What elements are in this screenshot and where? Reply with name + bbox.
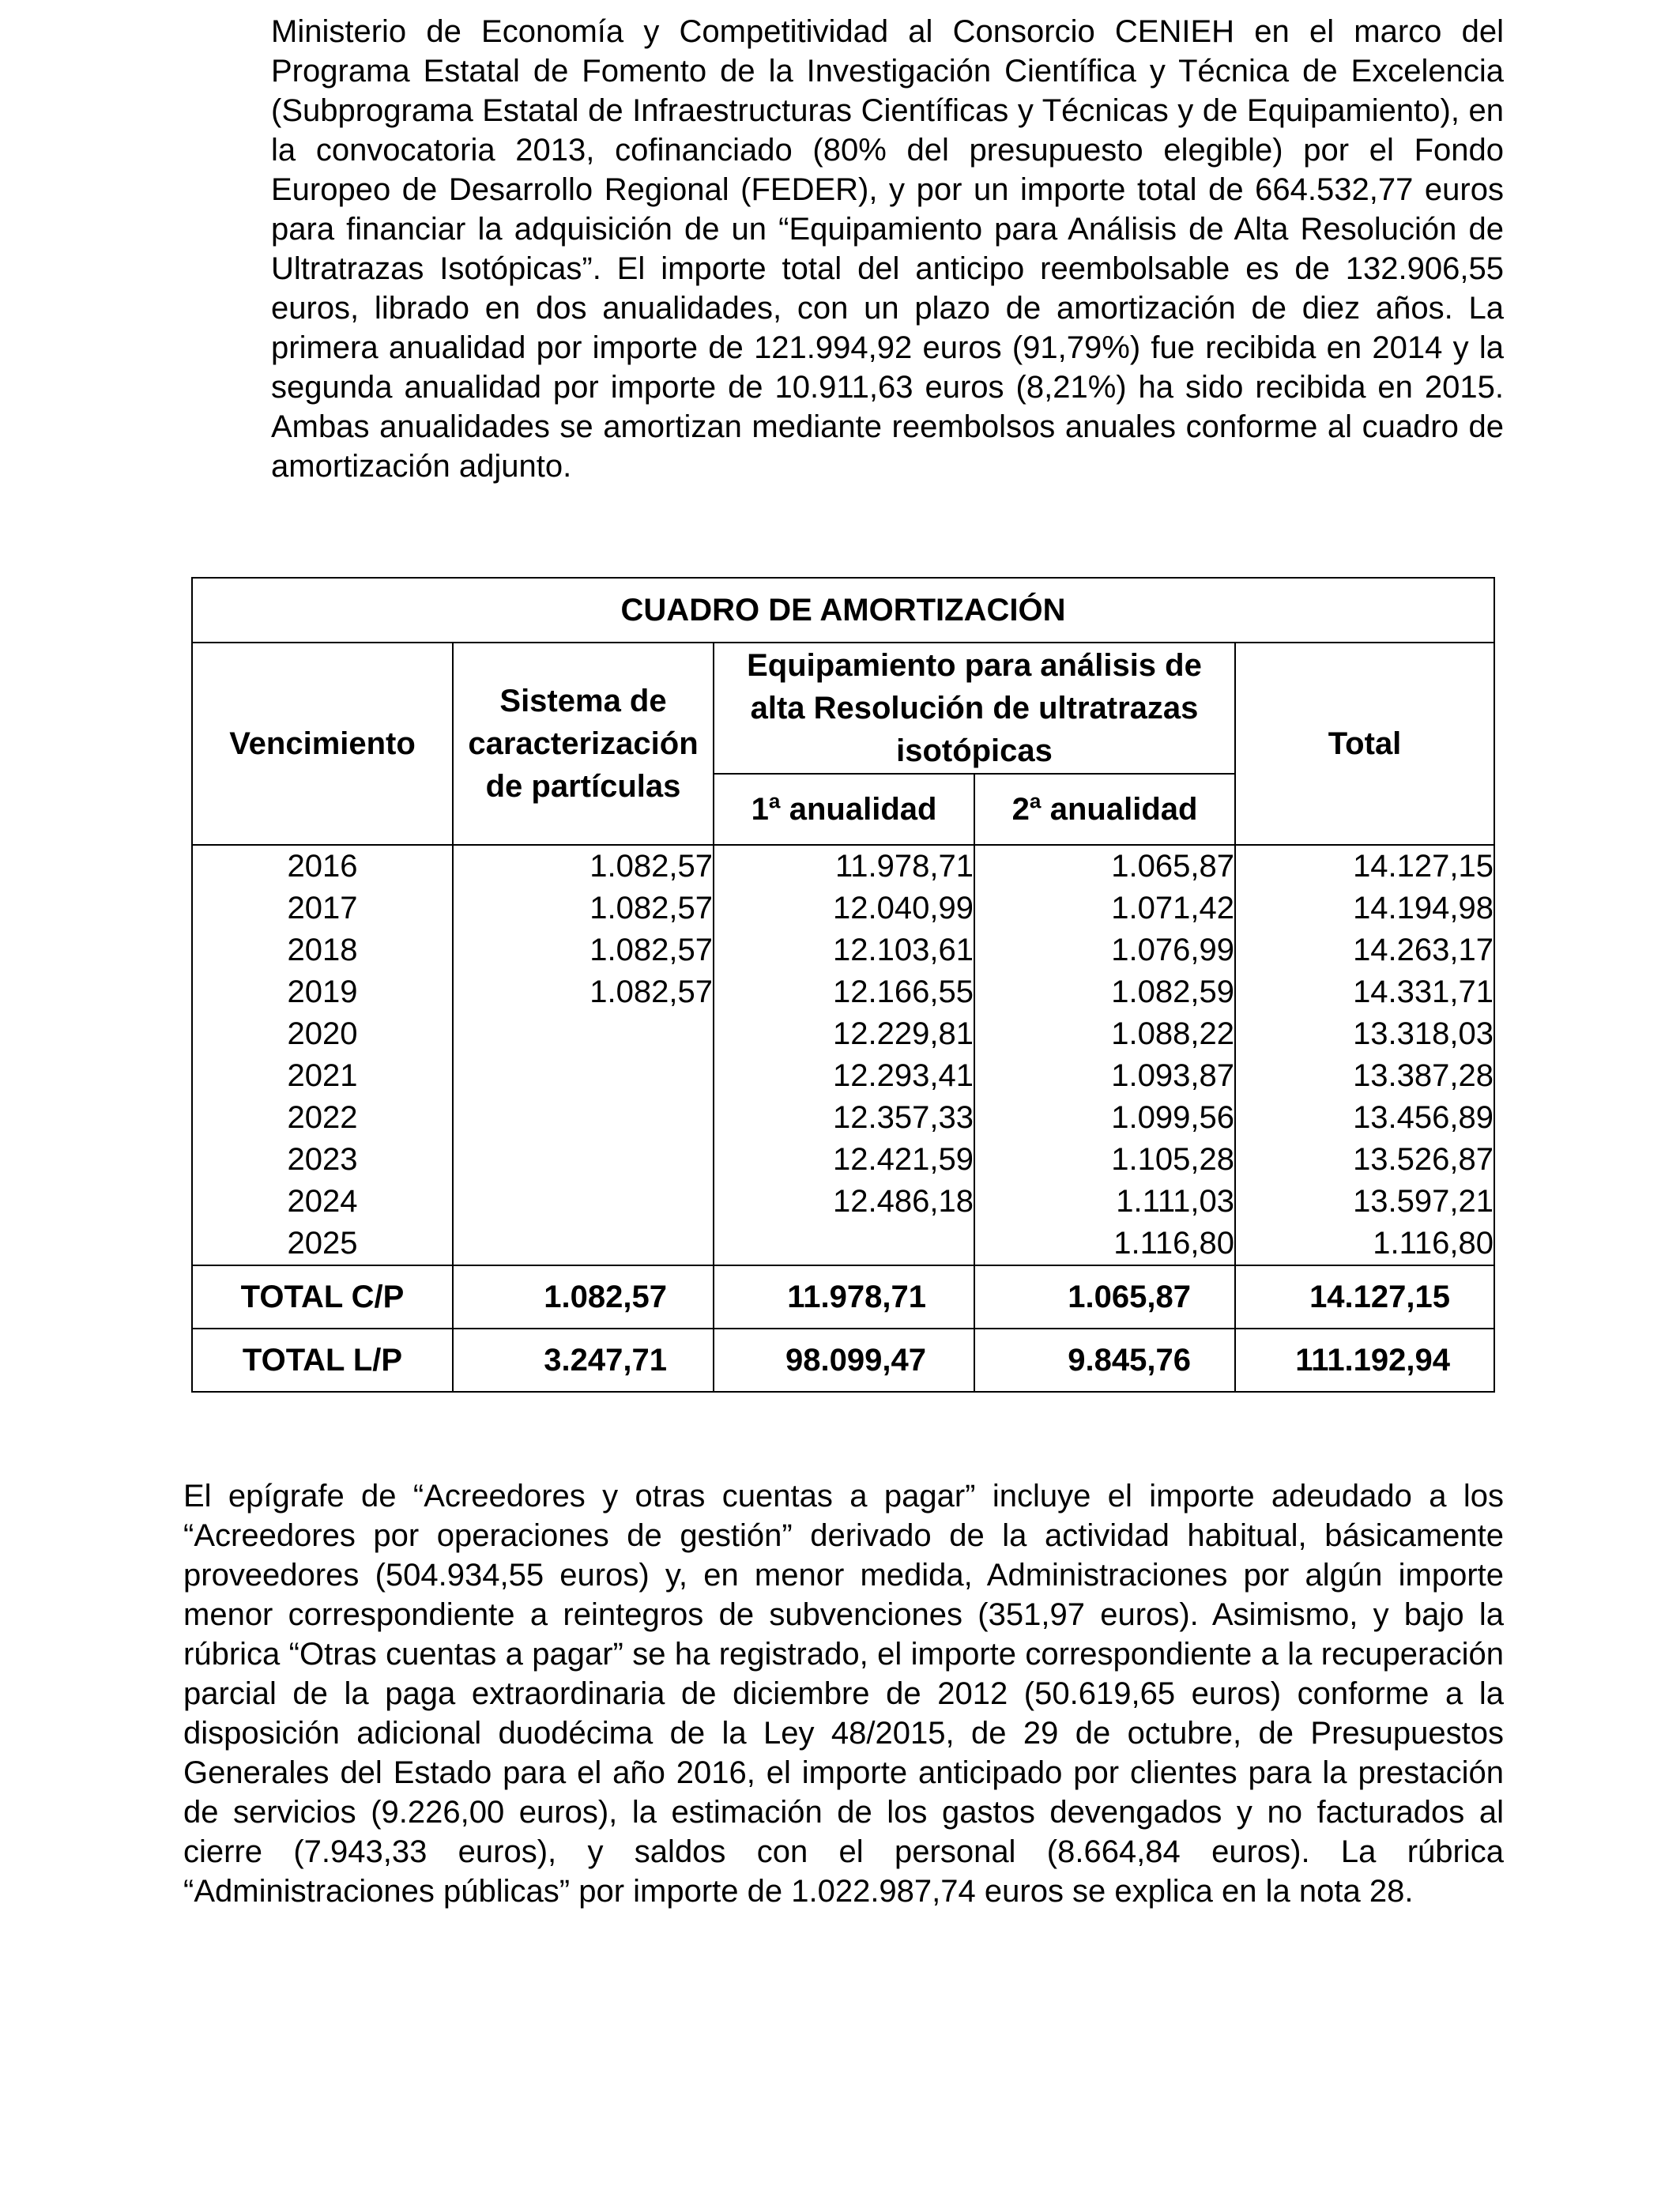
total-cp-anualidad-2: 1.065,87: [974, 1265, 1235, 1329]
table-cell: 1.065,87: [1111, 849, 1234, 884]
table-cell: 12.293,41: [833, 1058, 974, 1093]
table-cell: 11.978,71: [835, 849, 974, 884]
table-cell: 1.082,57: [590, 891, 713, 925]
table-cell: 1.082,57: [590, 933, 713, 967]
table-cell: 13.318,03: [1353, 1016, 1494, 1051]
table-cell: 1.082,57: [590, 849, 713, 884]
total-lp-label: TOTAL L/P: [192, 1329, 453, 1392]
header-anualidad-1: 1ª anualidad: [714, 774, 974, 845]
table-cell: 12.421,59: [833, 1142, 974, 1177]
total-lp-anualidad-1: 98.099,47: [714, 1329, 974, 1392]
table-cell: 2016: [287, 849, 358, 884]
header-sistema: Sistema de caracterización de partículas: [453, 643, 714, 845]
header-anualidad-2: 2ª anualidad: [974, 774, 1235, 845]
table-cell: [454, 1139, 713, 1181]
table-title: CUADRO DE AMORTIZACIÓN: [192, 578, 1494, 643]
table-cell: 1.071,42: [1111, 891, 1234, 925]
table-cell: [454, 1223, 713, 1265]
total-lp-total: 111.192,94: [1235, 1329, 1494, 1392]
anualidad-2-column: [974, 845, 1235, 1265]
table-cell: [454, 1013, 713, 1055]
table-cell: 12.103,61: [833, 933, 974, 967]
table-cell: 2023: [287, 1142, 358, 1177]
table-cell: 13.597,21: [1353, 1184, 1494, 1219]
table-cell: 12.486,18: [833, 1184, 974, 1219]
table-cell: 14.194,98: [1353, 891, 1494, 925]
table-cell: 2025: [287, 1226, 358, 1261]
sistema-column: [453, 845, 714, 1265]
intro-paragraph: Ministerio de Economía y Competitividad al Consorcio CENIEH en el marco del Programa Estatal de Fomento de la Investigación Científica y Técnica de Excelencia (Subprograma Estatal de Infraestructuras Científicas y Técnicas y de Equipamiento), en la convocatoria 2013, cofinanciado (80% del presupuesto elegible) por el Fondo Europeo de Desarrollo Regional (FEDER), y por un importe total de 664.532,77 euros para financiar la adquisición de un “Equipamiento para Análisis de Alta Resolución de Ultratrazas Isotópicas”. El importe total del anticipo reembolsable es de 132.906,55 euros, librado en dos anualidades, con un plazo de amortización de diez años. La primera anualidad por importe de 121.994,92 euros (91,79%) fue recibida en 2014 y la segunda anualidad por importe de 10.911,63 euros (8,21%) ha sido recibida en 2015. Ambas anualidades se amortizan mediante reembolsos anuales conforme al cuadro de amortización adjunto.: [271, 14, 1504, 484]
table-cell: 1.082,59: [1111, 974, 1234, 1009]
total-cp-total: 14.127,15: [1235, 1265, 1494, 1329]
table-cell: 12.229,81: [833, 1016, 974, 1051]
table-cell: 2019: [287, 974, 358, 1009]
amortization-table: [191, 577, 1495, 1393]
table-cell: 2017: [287, 891, 358, 925]
table-cell: 1.111,03: [1116, 1184, 1234, 1219]
total-column: [1235, 845, 1494, 1265]
total-cp-sistema: 1.082,57: [453, 1265, 714, 1329]
table-cell: [714, 1223, 974, 1265]
table-cell: 13.456,89: [1353, 1100, 1494, 1135]
total-cp-anualidad-1: 11.978,71: [714, 1265, 974, 1329]
outro-paragraph: El epígrafe de “Acreedores y otras cuentas a pagar” incluye el importe adeudado a los “Acreedores por operaciones de gestión” derivado de la actividad habitual, básicamente proveedores (504.934,55 euros) y, en menor medida, Administraciones por algún importe menor correspondiente a reintegros de subvenciones (351,97 euros). Asimismo, y bajo la rúbrica “Otras cuentas a pagar” se ha registrado, el importe correspondiente a la recuperación parcial de la paga extraordinaria de diciembre de 2012 (50.619,65 euros) conforme a la disposición adicional duodécima de la Ley 48/2015, de 29 de octubre, de Presupuestos Generales del Estado para el año 2016, el importe anticipado por clientes para la prestación de servicios (9.226,00 euros), la estimación de los gastos devengados y no facturados al cierre (7.943,33 euros), y saldos con el personal (8.664,84 euros). La rúbrica “Administraciones públicas” por importe de 1.022.987,74 euros se explica en la nota 28.: [183, 1479, 1504, 1909]
table-cell: 14.127,15: [1353, 849, 1494, 884]
table-cell: 2020: [287, 1016, 358, 1051]
table-cell: 12.357,33: [833, 1100, 974, 1135]
table-cell: 2018: [287, 933, 358, 967]
total-lp-sistema: 3.247,71: [453, 1329, 714, 1392]
table-cell: 13.387,28: [1353, 1058, 1494, 1093]
header-vencimiento: Vencimiento: [192, 643, 453, 845]
table-cell: 14.331,71: [1353, 974, 1494, 1009]
table-cell: 2021: [287, 1058, 358, 1093]
table-cell: 12.166,55: [833, 974, 974, 1009]
table-cell: [454, 1055, 713, 1097]
table-cell: 2022: [287, 1100, 358, 1135]
table-cell: 1.093,87: [1111, 1058, 1234, 1093]
total-cp-label: TOTAL C/P: [192, 1265, 453, 1329]
table-cell: 1.082,57: [590, 974, 713, 1009]
table-cell: [454, 1181, 713, 1223]
table-cell: 1.088,22: [1111, 1016, 1234, 1051]
table-cell: 14.263,17: [1353, 933, 1494, 967]
table-cell: 13.526,87: [1353, 1142, 1494, 1177]
table-cell: 2024: [287, 1184, 358, 1219]
table-cell: 1.105,28: [1111, 1142, 1234, 1177]
table-cell: 1.116,80: [1113, 1226, 1234, 1261]
header-total: Total: [1235, 643, 1494, 845]
header-equipamiento: Equipamiento para análisis de alta Resolución de ultratrazas isotópicas: [714, 643, 1235, 774]
table-cell: 1.099,56: [1111, 1100, 1234, 1135]
table-cell: 12.040,99: [833, 891, 974, 925]
years-column: [192, 845, 453, 1265]
table-cell: [454, 1097, 713, 1139]
anualidad-1-column: [714, 845, 974, 1265]
table-cell: 1.076,99: [1111, 933, 1234, 967]
table-cell: 1.116,80: [1373, 1226, 1494, 1261]
total-lp-anualidad-2: 9.845,76: [974, 1329, 1235, 1392]
